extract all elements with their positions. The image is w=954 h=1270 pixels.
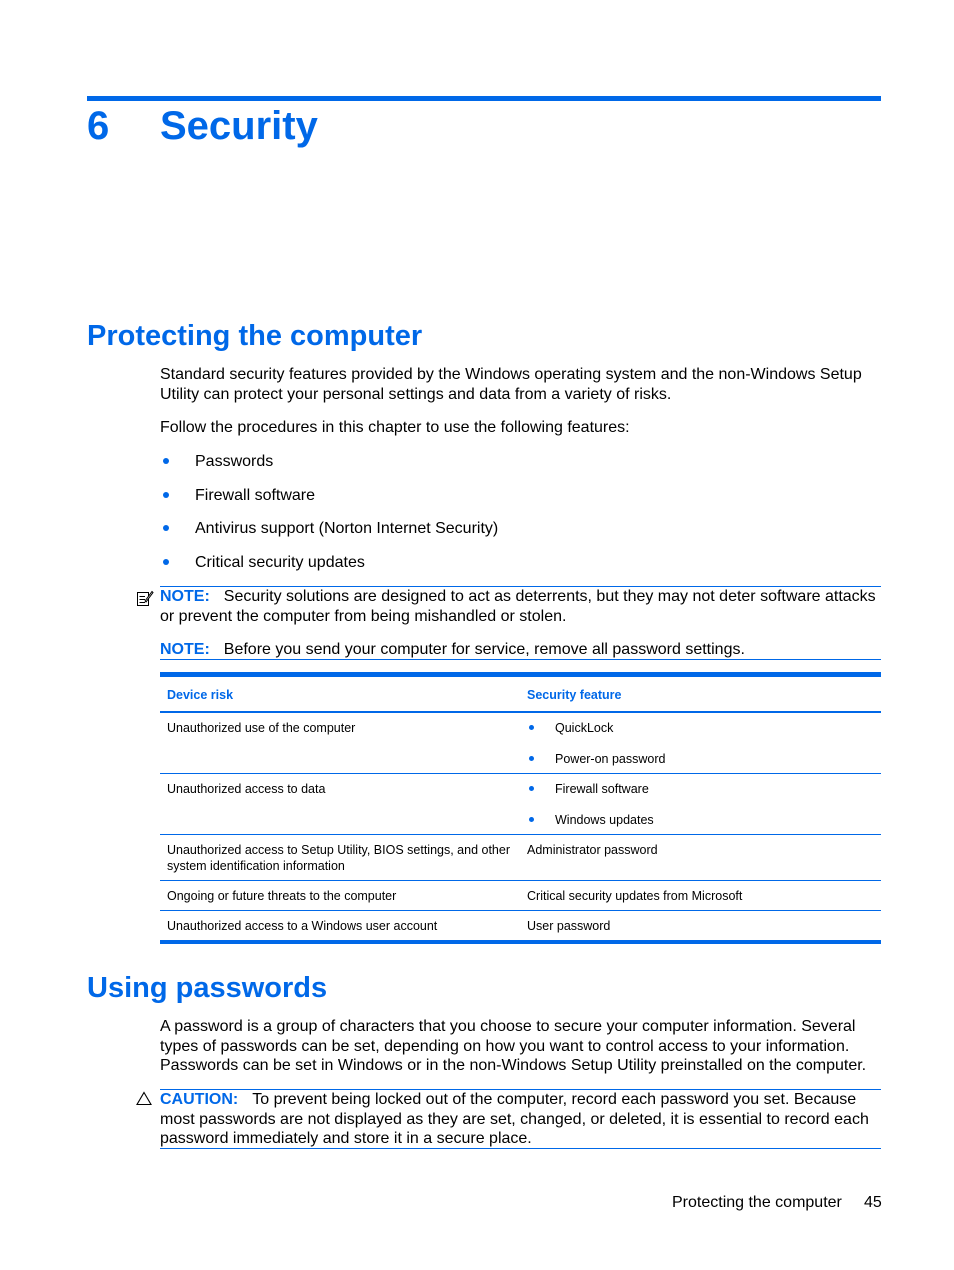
risk-cell: Unauthorized access to data xyxy=(160,774,520,835)
section1-follow: Follow the procedures in this chapter to use the following features: xyxy=(160,419,630,436)
table-row xyxy=(160,911,881,943)
note-label: NOTE: xyxy=(160,588,210,605)
table-row xyxy=(160,881,881,911)
feature-cell: User password xyxy=(520,911,881,943)
table-row xyxy=(160,712,881,774)
caution-bottom-rule xyxy=(160,1148,881,1149)
bullet-icon xyxy=(529,817,534,822)
table-row xyxy=(160,835,881,881)
feature-cell: Administrator password xyxy=(520,835,881,881)
note-label: NOTE: xyxy=(160,641,210,658)
bullet-icon xyxy=(163,559,169,565)
chapter-title: Security xyxy=(160,104,318,148)
note-bottom-rule xyxy=(160,659,881,660)
section-title-protecting: Protecting the computer xyxy=(87,320,423,352)
chapter-number: 6 xyxy=(87,104,110,148)
bullet-icon xyxy=(163,458,169,464)
feature-cell xyxy=(520,712,881,774)
list-item: Firewall software xyxy=(160,486,315,506)
list-item: Critical security updates xyxy=(160,553,365,573)
footer-section-name: Protecting the computer xyxy=(672,1194,842,1211)
risk-cell: Ongoing or future threats to the computer xyxy=(160,881,520,911)
list-item: Windows updates xyxy=(527,812,875,828)
security-table xyxy=(160,672,881,944)
list-item: QuickLock xyxy=(527,720,875,736)
table-header-row xyxy=(160,675,881,713)
list-item: Power-on password xyxy=(527,751,875,767)
caution-box: CAUTION: To prevent being locked out of the computer, record each password you set. Because most passwords are not displayed as they are set, changed, or deleted, it is essential to record each password immediately and store it in a secure place. xyxy=(160,1091,869,1147)
section1-intro: Standard security features provided by the Windows operating system and the non-Windows Setup Utility can protect your personal settings and data from a variety of risks. xyxy=(160,366,862,403)
bullet-icon xyxy=(529,756,534,761)
bullet-icon xyxy=(163,492,169,498)
note-pencil-icon xyxy=(136,589,154,612)
bullet-icon xyxy=(529,786,534,791)
table-row xyxy=(160,774,881,835)
column-header-security-feature: Security feature xyxy=(520,675,881,713)
bullet-icon xyxy=(529,725,534,730)
risk-cell: Unauthorized use of the computer xyxy=(160,712,520,774)
column-header-device-risk: Device risk xyxy=(160,675,520,713)
note-2: NOTE: Before you send your computer for service, remove all password settings. xyxy=(160,641,745,658)
caution-label: CAUTION: xyxy=(160,1091,239,1108)
list-item: Antivirus support (Norton Internet Security) xyxy=(160,519,498,539)
caution-triangle-icon xyxy=(136,1091,152,1111)
chapter-heading xyxy=(87,100,318,152)
feature-cell xyxy=(520,774,881,835)
footer-page-number: 45 xyxy=(864,1194,882,1211)
bullet-icon xyxy=(163,525,169,531)
list-item: Firewall software xyxy=(527,781,875,797)
section-title-using-passwords: Using passwords xyxy=(87,972,328,1004)
list-item: Passwords xyxy=(160,452,273,472)
risk-cell: Unauthorized access to Setup Utility, BIOS settings, and other system identification information xyxy=(160,835,520,881)
section2-intro: A password is a group of characters that you choose to secure your computer information. Several types of passwords can be set, depending on how you want to control access to your information. Passwords can be set in Windows or in the non-Windows Setup Utility preinstalled on the computer. xyxy=(160,1018,867,1074)
note-1: NOTE: Security solutions are designed to act as deterrents, but they may not deter software attacks or prevent the computer from being mishandled or stolen. xyxy=(160,588,876,625)
risk-cell: Unauthorized access to a Windows user account xyxy=(160,911,520,943)
feature-cell: Critical security updates from Microsoft xyxy=(520,881,881,911)
